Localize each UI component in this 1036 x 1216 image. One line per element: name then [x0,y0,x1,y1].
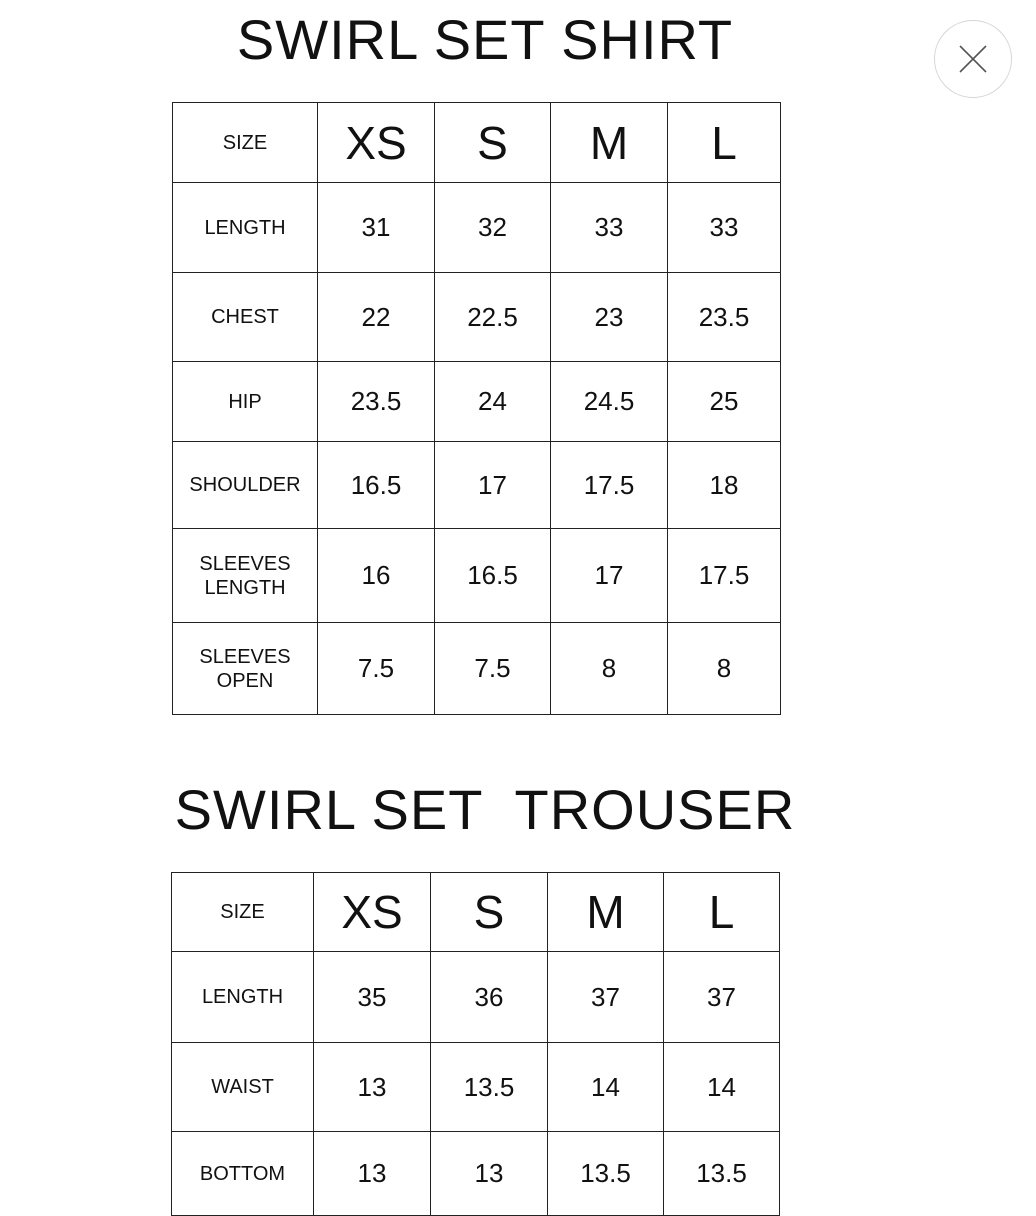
table-cell: 25 [668,362,781,442]
table-cell: 14 [548,1043,664,1132]
size-xs-header: XS [314,873,431,952]
table-header-row [173,103,781,183]
table-cell: 17.5 [668,529,781,623]
table-cell: 17 [551,529,668,623]
table-cell: 16.5 [318,442,435,529]
table-row [172,952,780,1043]
size-l-header: L [668,103,781,183]
table-cell: 24.5 [551,362,668,442]
size-xs-header: XS [318,103,435,183]
table-cell: 33 [668,183,781,273]
table-cell: 13.5 [664,1132,780,1216]
table-cell: 7.5 [435,623,551,715]
table-cell: 23.5 [668,273,781,362]
size-m-header: M [548,873,664,952]
table-cell: 31 [318,183,435,273]
size-l-header: L [664,873,780,952]
trouser-title: SWIRL SET TROUSER [174,778,796,841]
table-row [172,1043,780,1132]
table-row [173,442,781,529]
table-cell: 13.5 [548,1132,664,1216]
row-label: SLEEVES OPEN [173,623,318,715]
close-button[interactable] [934,20,1012,98]
table-cell: 37 [548,952,664,1043]
table-cell: 23 [551,273,668,362]
table-row [173,273,781,362]
shirt-title: SWIRL SET SHIRT [236,8,734,71]
size-header-label: SIZE [173,103,318,183]
table-cell: 22 [318,273,435,362]
row-label: CHEST [173,273,318,362]
shirt-size-table [172,102,781,715]
size-m-header: M [551,103,668,183]
size-header-label: SIZE [172,873,314,952]
table-row [173,623,781,715]
table-cell: 18 [668,442,781,529]
row-label: SLEEVES LENGTH [173,529,318,623]
table-cell: 17 [435,442,551,529]
table-cell: 36 [431,952,548,1043]
table-cell: 23.5 [318,362,435,442]
table-cell: 17.5 [551,442,668,529]
row-label: HIP [173,362,318,442]
table-row [172,1132,780,1216]
row-label: SHOULDER [173,442,318,529]
table-cell: 14 [664,1043,780,1132]
table-cell: 37 [664,952,780,1043]
trouser-size-table [171,872,780,1216]
table-cell: 16 [318,529,435,623]
table-cell: 35 [314,952,431,1043]
row-label: WAIST [172,1043,314,1132]
table-cell: 7.5 [318,623,435,715]
table-cell: 8 [551,623,668,715]
size-s-header: S [435,103,551,183]
table-cell: 24 [435,362,551,442]
table-row [173,529,781,623]
row-label: LENGTH [172,952,314,1043]
table-cell: 32 [435,183,551,273]
table-cell: 13.5 [431,1043,548,1132]
table-cell: 8 [668,623,781,715]
table-cell: 13 [314,1043,431,1132]
table-cell: 16.5 [435,529,551,623]
size-s-header: S [431,873,548,952]
table-cell: 13 [314,1132,431,1216]
row-label: LENGTH [173,183,318,273]
table-cell: 13 [431,1132,548,1216]
table-cell: 33 [551,183,668,273]
row-label: BOTTOM [172,1132,314,1216]
table-row [173,183,781,273]
table-cell: 22.5 [435,273,551,362]
close-icon [957,43,989,75]
table-header-row [172,873,780,952]
table-row [173,362,781,442]
